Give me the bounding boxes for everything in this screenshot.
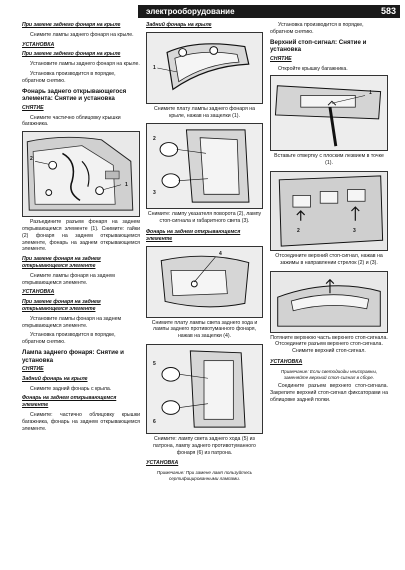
section-heading: Лампа заднего фонаря: Снятие и установка [22, 348, 124, 364]
paragraph: Соедините разъем верхнего стоп-сигнала. Закрепите верхний стоп-сигнал фиксаторами на облицовке задней полки. [270, 383, 388, 403]
column-3 [270, 22, 388, 407]
figure-brake-light-screwdriver-drawing [271, 76, 387, 150]
paragraph: Установка производится в порядке, обратном снятию. [270, 22, 364, 35]
paragraph: Установка производится в порядке, обратном снятию. [22, 332, 116, 346]
subheading: При замене заднего фонаря на крыле [22, 22, 121, 28]
figure-trunk-lamp-plate-drawing [147, 247, 262, 317]
subheading: Фонарь на заднем открывающемся элементе [22, 395, 117, 409]
figure-fender-lamp-bulbs [146, 123, 263, 209]
paragraph: Установка производится в порядке, обратном снятию. [22, 70, 116, 84]
callout-3: 3 [153, 190, 156, 197]
figure-brake-light-screwdriver [270, 75, 388, 151]
paragraph: Установите лампы фонаря на заднем открывающемся элементе. [22, 315, 122, 329]
paragraph: Откройте крышку багажника. [278, 65, 348, 72]
section-heading: Верхний стоп-сигнал: Снятие и установка [270, 38, 367, 54]
note: Примечание: Если светодиоды неисправны, заменяйте верхний стоп-сигнал в сборе. [280, 368, 378, 380]
section-heading: Фонарь заднего открывающегося элемента: Снятие и установка [22, 87, 127, 103]
subheading: УСТАНОВКА [22, 289, 55, 296]
figure-trunk-lamp-plate [146, 246, 263, 318]
callout-2: 2 [153, 136, 156, 143]
figure-caption: Отсоедините верхний стоп-сигнал, нажав на зажимы в направлении стрелок (2) и (3). [275, 252, 383, 266]
subheading: Задний фонарь на крыле [22, 375, 88, 382]
subheading: СНЯТИЕ [22, 366, 44, 373]
column-2 [146, 22, 263, 485]
paragraph: Разъедините разъем фонаря на заднем открывающемся элементе (1). Снимите: гайки (2) фонаря на заднем открывающемся элементе, фонарь на заднем открывающемся элементе. [22, 219, 140, 253]
page-number: 583 [380, 6, 396, 16]
subheading: СНЯТИЕ [270, 55, 292, 62]
callout-1: 1 [125, 182, 128, 189]
subheading: При замене фонаря на заднем открывающемся элементе [22, 256, 101, 269]
subheading: Фонарь на заднем открывающемся элементе [146, 228, 241, 242]
subheading: УСТАНОВКА [22, 41, 55, 48]
subheading: УСТАНОВКА [270, 358, 303, 365]
paragraph: Снимите лампы заднего фонаря на крыле. [30, 31, 134, 38]
figure-brake-light-removal [270, 271, 388, 333]
figure-trunk-lid-lamp-drawing [23, 132, 139, 216]
callout-6: 6 [153, 418, 156, 425]
figure-trunk-lamp-bulbs-drawing [147, 345, 262, 433]
callout-3: 3 [353, 227, 356, 234]
paragraph: Снимите: частично облицовку крышки багажника, фонарь на заднем открывающемся элементе. [22, 412, 140, 432]
subheading: СНЯТИЕ [22, 104, 44, 111]
figure-brake-light-clips-drawing [271, 172, 387, 250]
figure-trunk-lamp-bulbs [146, 344, 263, 434]
paragraph: Снимите задний фонарь с крыла. [30, 385, 112, 392]
callout-1: 1 [369, 90, 372, 97]
subheading: Задний фонарь на крыле [146, 22, 212, 28]
subheading: При замене заднего фонаря на крыле [22, 51, 121, 58]
subheading: При замене фонаря на заднем открывающемся элементе [22, 299, 101, 312]
callout-2: 2 [297, 227, 300, 234]
figure-caption: Снимите плату лампы заднего фонаря на крыле, нажав на защелки (1). [153, 105, 256, 119]
figure-brake-light-removal-drawing [271, 272, 387, 332]
callout-2: 2 [30, 156, 33, 163]
figure-brake-light-clips [270, 171, 388, 251]
figure-caption: Потяните верхнюю часть верхнего стоп-сигнала. Отсоедините разъем верхнего стоп-сигнала. Снимите верхний стоп-сигнал. [270, 334, 388, 355]
figure-trunk-lid-lamp [22, 131, 140, 217]
note: Примечание: При замене ламп пользуйтесь сертифицированными лампами. [156, 470, 253, 481]
page-header [138, 5, 400, 18]
column-1 [22, 22, 140, 435]
figure-caption: Снимите: лампу света заднего хода (5) из патрона, лампу заднего противотуманного фонаря (6) из патрона. [153, 435, 256, 456]
paragraph: Снимите лампы фонаря на заднем открывающемся элементе. [22, 272, 115, 286]
subheading: УСТАНОВКА [146, 460, 179, 467]
figure-fender-lamp-drawing [147, 33, 262, 103]
paragraph: Установите лампы заднего фонаря на крыле. [30, 61, 140, 68]
figure-caption: Снимите плату лампы света заднего хода и лампы заднего противотуманного фонаря, нажав на защелки (4). [151, 319, 258, 340]
figure-caption: Вставьте отвертку с плоским лезвием в точке (1). [274, 153, 384, 167]
callout-4: 4 [219, 250, 222, 257]
figure-fender-lamp-bulbs-drawing [147, 124, 262, 208]
callout-1: 1 [153, 64, 156, 71]
figure-caption: Снимите: лампу указателя поворота (2), лампу стоп-сигнала и габаритного света (3). [147, 211, 262, 225]
figure-fender-lamp [146, 32, 263, 104]
paragraph: Снимите частично облицовку крышки багажника. [22, 114, 121, 128]
callout-5: 5 [153, 360, 156, 367]
section-title: электрооборудование [146, 7, 235, 16]
